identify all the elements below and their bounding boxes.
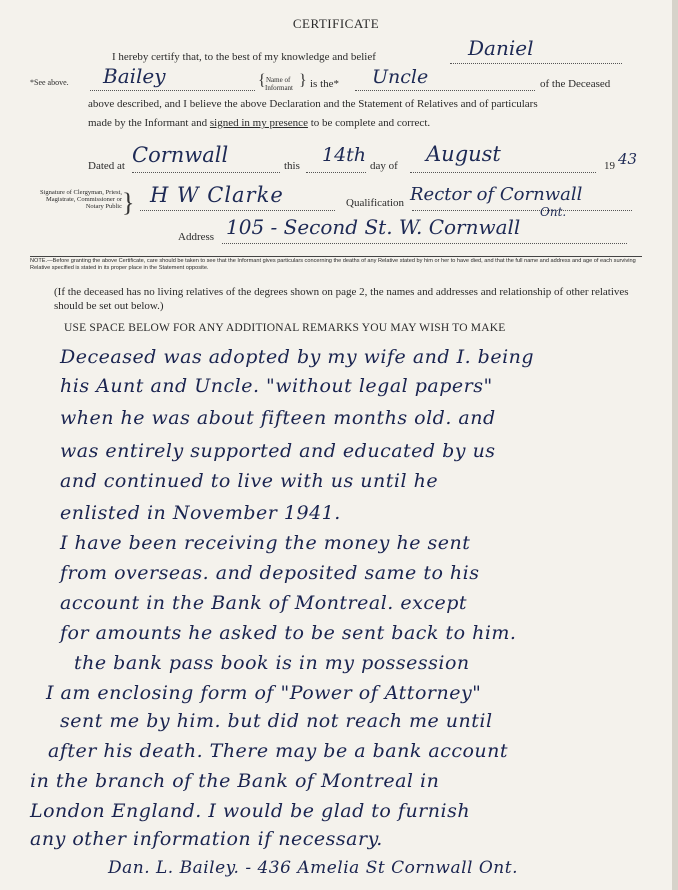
- page-edge: [672, 0, 678, 890]
- day-value: 14th: [322, 144, 367, 166]
- remark-line: Deceased was adopted by my wife and I. being: [60, 346, 535, 368]
- certify-text: I hereby certify that, to the best of my knowledge and belief: [112, 51, 376, 63]
- certificate-title: CERTIFICATE: [292, 16, 380, 31]
- is-the-text: is the*: [310, 78, 340, 90]
- month-line: [410, 172, 596, 173]
- signed-text: [88, 117, 430, 129]
- signed-presence: signed in my presence: [209, 117, 308, 129]
- qualification-line: [412, 210, 632, 211]
- relation-line: [355, 90, 535, 91]
- qualification-extra: Ont.: [540, 205, 567, 219]
- month-value: August: [426, 142, 501, 166]
- remark-line: I have been receiving the money he sent: [60, 532, 471, 554]
- signature-value: H W Clarke: [150, 183, 284, 207]
- informant-last-name: Bailey: [103, 64, 166, 88]
- remarks-heading: USE SPACE BELOW FOR ANY ADDITIONAL REMARKS YOU MAY WISH TO MAKE: [64, 322, 506, 334]
- remark-line: in the branch of the Bank of Montreal in: [30, 770, 440, 792]
- remark-line: the bank pass book is in my possession: [74, 652, 470, 674]
- relatives-note: (If the deceased has no living relatives of the degrees shown on page 2, the names and addresses and relationship of other relatives should be set out below.): [54, 286, 629, 312]
- remark-line: from overseas. and deposited same to his: [60, 562, 480, 584]
- signed-text-post: to be complete and correct.: [310, 117, 431, 129]
- signed-text-pre: made by the Informant and: [88, 117, 208, 129]
- place-value: Cornwall: [132, 143, 229, 167]
- dated-at-label: Dated at: [88, 160, 125, 172]
- see-above-note: *See above.: [30, 78, 69, 87]
- remark-line: sent me by him. but did not reach me until: [60, 710, 493, 732]
- relation-value: Uncle: [372, 66, 429, 88]
- informant-first-line: [450, 63, 622, 64]
- remark-line: enlisted in November 1941.: [60, 502, 341, 524]
- remark-line: any other information if necessary.: [30, 828, 383, 850]
- informant-label: Informant: [265, 84, 293, 92]
- remark-line: for amounts he asked to be sent back to him.: [60, 622, 517, 644]
- remark-signature: Dan. L. Bailey. - 436 Amelia St Cornwall Ont.: [108, 858, 518, 878]
- address-line: [222, 243, 627, 244]
- place-line: [132, 172, 280, 173]
- name-of-label: Name of: [266, 76, 291, 84]
- informant-last-line: [90, 90, 255, 91]
- remark-line: account in the Bank of Montreal. except: [60, 592, 468, 614]
- this-label: this: [284, 160, 300, 172]
- name-brace-right: }: [299, 72, 307, 89]
- of-deceased-text: of the Deceased: [540, 78, 611, 90]
- remark-line: when he was about fifteen months old. and: [60, 407, 496, 429]
- remark-line: I am enclosing form of "Power of Attorney": [46, 682, 482, 704]
- year-prefix: 19: [604, 160, 615, 172]
- note-rule: [30, 256, 642, 257]
- year-value: 43: [618, 150, 638, 168]
- remark-line: after his death. There may be a bank account: [48, 740, 509, 762]
- remark-line: London England. I would be glad to furnish: [30, 800, 471, 822]
- address-label: Address: [178, 231, 215, 243]
- remark-line: and continued to live with us until he: [60, 470, 439, 492]
- believe-text: above described, and I believe the above Declaration and the Statement of Relatives and of particulars: [88, 98, 538, 110]
- informant-first-name: Daniel: [468, 36, 534, 60]
- address-value: 105 - Second St. W. Cornwall: [226, 215, 521, 239]
- remark-line: was entirely supported and educated by us: [60, 440, 496, 462]
- qualification-label: Qualification: [346, 197, 405, 209]
- signature-line: [140, 210, 335, 211]
- day-of-label: day of: [370, 160, 398, 172]
- day-line: [306, 172, 366, 173]
- qualification-value: Rector of Cornwall: [410, 184, 583, 205]
- name-brace-left: {: [258, 72, 266, 89]
- signature-label: Signature of Clergyman, Priest, Magistrate, Commissioner or Notary Public: [39, 189, 122, 210]
- remark-line: his Aunt and Uncle. "without legal papers": [60, 375, 493, 397]
- note-text: NOTE.—Before granting the above Certificate, care should be taken to see that the Informant gives particulars concerning the deaths of any Relative stated by him or her to have died, and that the full name and address and age of each surviving Relative specified is stated in its proper place in the Statement opposite.: [30, 258, 636, 271]
- signature-brace: }: [122, 188, 135, 217]
